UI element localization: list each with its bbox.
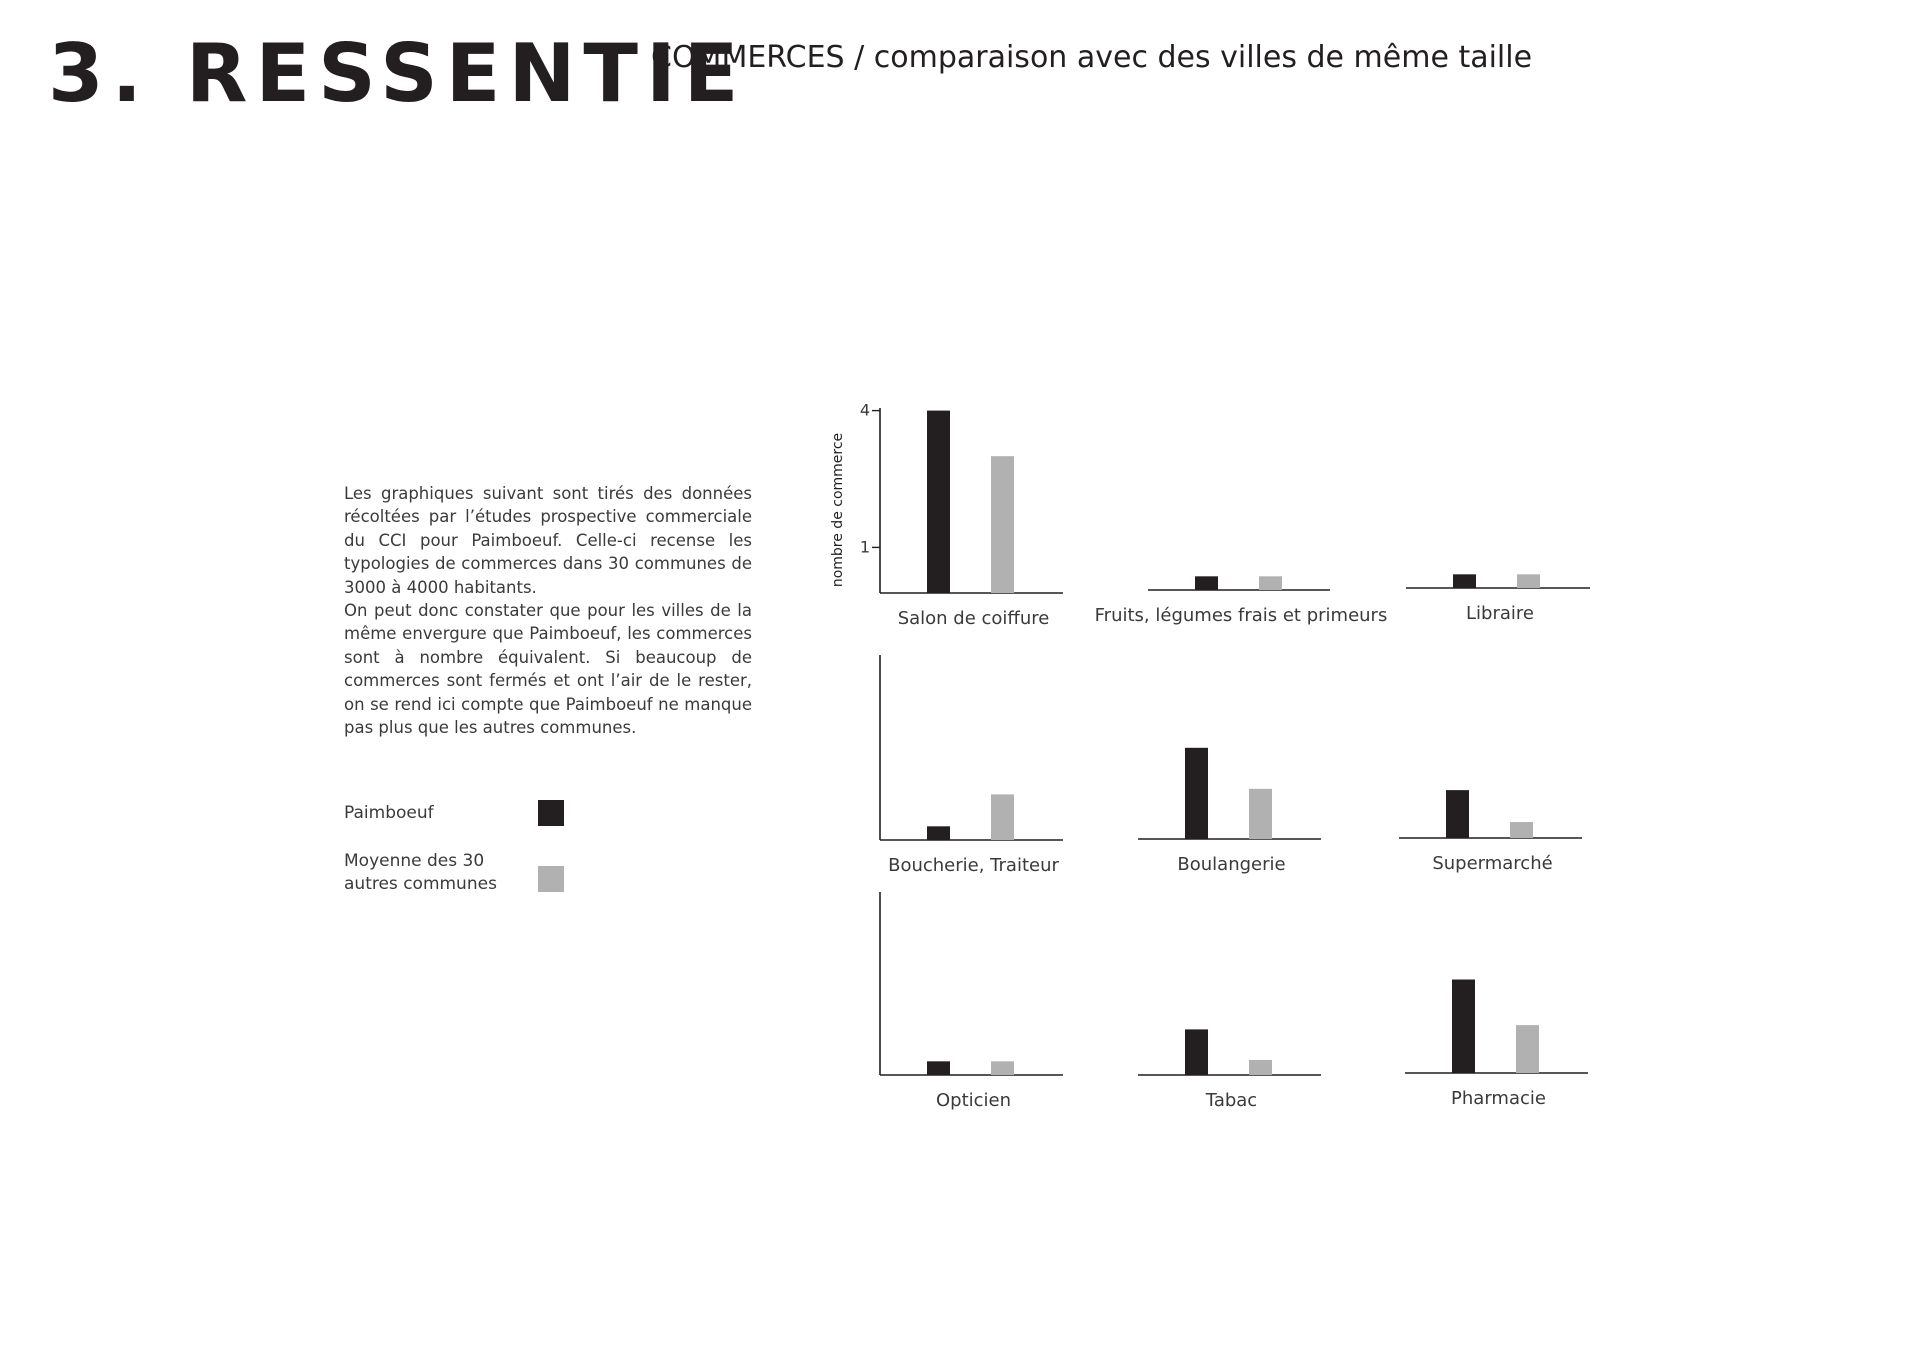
cat-0-bar-paimboeuf: [927, 411, 950, 593]
cat-4-bar-paimboeuf: [1185, 748, 1208, 839]
cat-5-bar-paimboeuf: [1446, 790, 1469, 838]
intro-paragraph-2: On peut donc constater que pour les villes de la même envergure que Paimboeuf, les commerces sont à nombre équivalent. Si beaucoup de commerces sont fermés et ont l’air de le rester, on se rend ici compte que Paimboeuf ne manque pas plus que les autres communes.: [344, 601, 752, 738]
cat-7-bar-moyenne: [1249, 1060, 1272, 1075]
page-subtitle: COMMERCES / comparaison avec des villes de même taille: [651, 40, 1533, 75]
cat-3-label: Boucherie, Traiteur: [888, 855, 1059, 876]
cat-0-bar-moyenne: [991, 456, 1014, 593]
legend-label-moyenne: Moyenne des 30 autres communes: [344, 851, 497, 894]
cat-4-label: Boulangerie: [1177, 854, 1286, 875]
cat-2-bar-moyenne: [1517, 574, 1540, 588]
cat-5-label: Supermarché: [1432, 853, 1553, 874]
intro-paragraph-1: Les graphiques suivant sont tirés des données récoltées par l’études prospective commerciale du CCI pour Paimboeuf. Celle-ci recense les typologies de commerces dans 30 communes de 3000 à 4000 habitants.: [344, 484, 752, 597]
cat-3-bar-paimboeuf: [927, 826, 950, 840]
y-tick-label-1: 4: [859, 400, 870, 420]
y-tick-label-0: 1: [859, 537, 870, 557]
cat-2-label: Libraire: [1466, 603, 1534, 624]
cat-1-bar-moyenne: [1259, 576, 1282, 590]
legend-label-paimboeuf: Paimboeuf: [344, 803, 434, 823]
cat-8-bar-moyenne: [1516, 1025, 1539, 1073]
cat-1-label: Fruits, légumes frais et primeurs: [1094, 605, 1388, 626]
cat-7-bar-paimboeuf: [1185, 1029, 1208, 1075]
cat-6-bar-paimboeuf: [927, 1061, 950, 1075]
cat-8-label: Pharmacie: [1451, 1088, 1546, 1109]
cat-3-bar-moyenne: [991, 794, 1014, 840]
cat-4-bar-moyenne: [1249, 789, 1272, 839]
cat-2-bar-paimboeuf: [1453, 574, 1476, 588]
y-axis-title: nombre de commerce: [830, 432, 846, 588]
cat-6-label: Opticien: [935, 1090, 1012, 1111]
page-title: 3. RESSENTIE: [48, 27, 747, 120]
cat-6-bar-moyenne: [991, 1061, 1014, 1075]
cat-1-bar-paimboeuf: [1195, 576, 1218, 590]
cat-0-label: Salon de coiffure: [897, 608, 1050, 629]
cat-5-bar-moyenne: [1510, 822, 1533, 838]
cat-7-label: Tabac: [1205, 1090, 1258, 1111]
cat-8-bar-paimboeuf: [1452, 980, 1475, 1073]
